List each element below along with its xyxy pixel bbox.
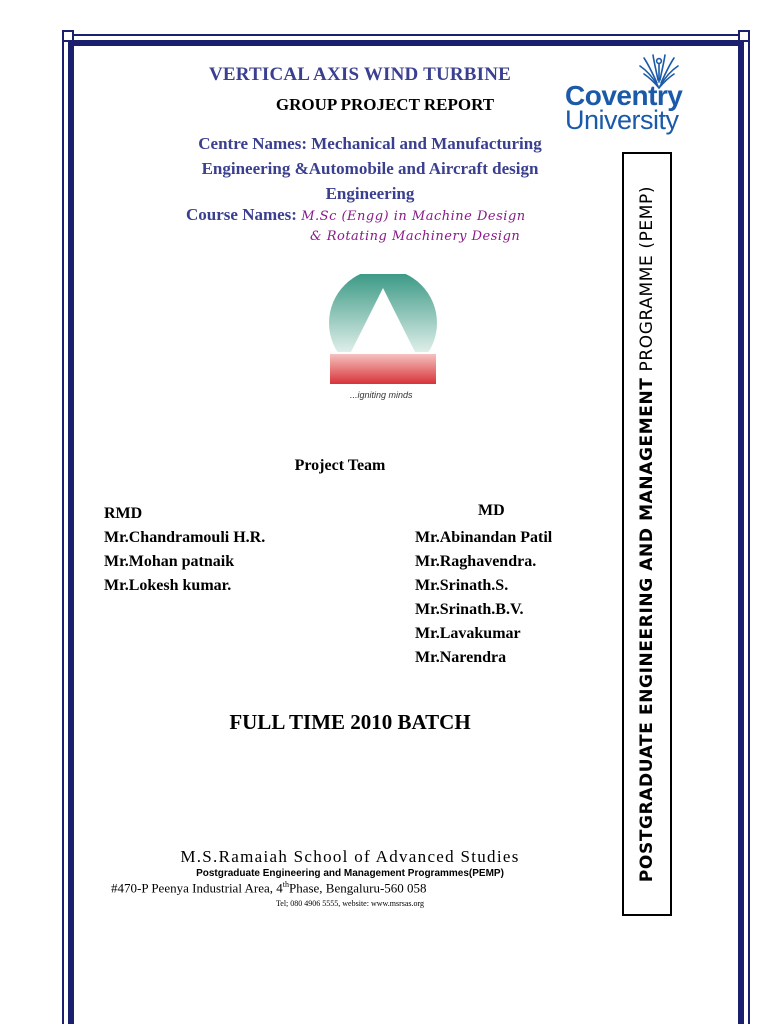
report-title: VERTICAL AXIS WIND TURBINE [208, 64, 512, 85]
centre-names-line1: Mechanical and Manufacturing [311, 134, 542, 153]
team-member: Mr.Lokesh kumar. [104, 577, 232, 594]
institution-address: #470-P Peenya Industrial Area, 4thPhase, Bengaluru-560 058 [111, 880, 427, 896]
rmd-column [104, 502, 265, 598]
team-member: Mr.Lavakumar [415, 625, 521, 642]
team-member: Mr.Srinath.S. [415, 577, 509, 594]
course-names-line2: & Rotating Machinery Design [310, 229, 521, 244]
border-corner-top-right [738, 30, 750, 42]
border-corner-top-left [62, 30, 74, 42]
programme-name: Postgraduate Engineering and Management Programmes(PEMP) [196, 868, 504, 879]
programme-banner-text [627, 152, 667, 916]
programme-banner-bold: POSTGRADUATE ENGINEERING AND MANAGEMENT [637, 377, 657, 883]
university-logo-line2: University [565, 105, 679, 135]
centre-names: Centre Names: Mechanical and Manufacturing Engineering &Automobile and Aircraft design Engineering [140, 131, 600, 206]
report-subtitle: GROUP PROJECT REPORT [275, 95, 495, 114]
team-member: Mr.Raghavendra. [415, 553, 537, 570]
course-names-label: Course Names [186, 205, 292, 224]
course-names-line1: M.Sc (Engg) in Machine Design [301, 209, 526, 224]
centre-names-label: Centre Names [198, 134, 302, 153]
rmd-label: RMD [104, 505, 143, 522]
team-member: Mr.Narendra [415, 649, 507, 666]
contact-info: Tel; 080 4906 5555, website: www.msrsas.org [275, 899, 425, 908]
team-member: Mr.Chandramouli H.R. [104, 529, 266, 546]
institute-logo-caption: ...igniting minds [350, 390, 413, 400]
team-member: Mr.Abinandan Patil [415, 529, 553, 546]
centre-names-line3: Engineering [325, 184, 415, 203]
programme-banner-normal: PROGRAMME (PEMP) [637, 185, 657, 372]
md-column [415, 526, 552, 670]
centre-names-line2: Engineering &Automobile and Aircraft design [201, 159, 539, 178]
course-names: Course Names: M.Sc (Engg) in Machine Design & Rotating Machinery Design [186, 205, 526, 244]
institution-name: M.S.Ramaiah School of Advanced Studies [180, 847, 520, 866]
team-member: Mr.Srinath.B.V. [415, 601, 524, 618]
md-label: MD [478, 502, 505, 519]
batch-label: FULL TIME 2010 BATCH [229, 710, 471, 734]
team-member: Mr.Mohan patnaik [104, 553, 235, 570]
project-team-heading: Project Team [294, 457, 386, 474]
triangle-sphere-logo [326, 274, 440, 388]
university-logo-line1: Coventry [565, 80, 683, 111]
